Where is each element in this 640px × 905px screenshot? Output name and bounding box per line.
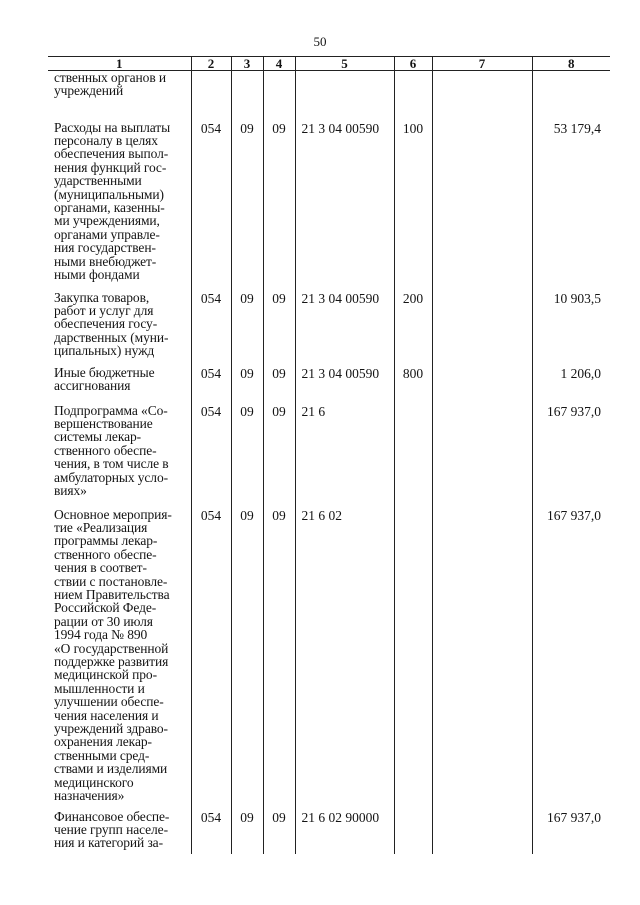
section-code	[231, 71, 263, 121]
row-name-cell	[48, 71, 191, 121]
table-row	[48, 291, 610, 366]
amount-value	[532, 71, 610, 121]
column-header-6: 6	[394, 57, 432, 71]
table-row	[48, 366, 610, 404]
amount-value: 53 179,4	[532, 121, 610, 291]
subsection-code: 09	[263, 121, 295, 291]
column-7-value	[432, 404, 532, 508]
expense-type-code: 100	[394, 121, 432, 291]
expense-type-code	[394, 508, 432, 810]
column-header-1: 1	[48, 57, 191, 71]
column-header-5: 5	[295, 57, 394, 71]
row-name-cell	[48, 810, 191, 854]
table-row	[48, 121, 610, 291]
section-code: 09	[231, 121, 263, 291]
table-row	[48, 404, 610, 508]
subsection-code: 09	[263, 810, 295, 854]
amount-value: 10 903,5	[532, 291, 610, 366]
row-name-cell	[48, 404, 191, 508]
column-header-3: 3	[231, 57, 263, 71]
row-name: Иные бюджетные ассигнования	[54, 364, 155, 393]
page-number: 50	[313, 34, 327, 49]
column-7-value	[432, 71, 532, 121]
subsection-code: 09	[263, 404, 295, 508]
admin-code: 054	[191, 404, 231, 508]
target-article-code: 21 3 04 00590	[295, 121, 394, 291]
subsection-code	[263, 71, 295, 121]
expense-type-code: 200	[394, 291, 432, 366]
amount-value: 167 937,0	[532, 508, 610, 810]
amount-value: 167 937,0	[532, 404, 610, 508]
expense-type-code	[394, 71, 432, 121]
row-name: Расходы на выплаты персоналу в целях обеспечения выпол- нения функций гос- ударственными (муниципальными) органами, казенны- ми учреждениями, органами управле- ния государствен- ными внебюджет- ными фондами	[54, 119, 171, 282]
row-name-cell	[48, 121, 191, 291]
admin-code: 054	[191, 366, 231, 404]
target-article-code: 21 6 02 90000	[295, 810, 394, 854]
subsection-code: 09	[263, 291, 295, 366]
admin-code: 054	[191, 508, 231, 810]
section-code: 09	[231, 508, 263, 810]
table-row	[48, 508, 610, 810]
section-code: 09	[231, 810, 263, 854]
amount-value: 167 937,0	[532, 810, 610, 854]
admin-code: 054	[191, 810, 231, 854]
column-header-7: 7	[432, 57, 532, 71]
section-code: 09	[231, 404, 263, 508]
column-7-value	[432, 810, 532, 854]
column-7-value	[432, 121, 532, 291]
column-7-value	[432, 366, 532, 404]
target-article-code: 21 6	[295, 404, 394, 508]
column-7-value	[432, 508, 532, 810]
row-name-cell	[48, 291, 191, 366]
budget-table	[48, 56, 610, 854]
row-name-cell	[48, 508, 191, 810]
section-code: 09	[231, 291, 263, 366]
admin-code: 054	[191, 121, 231, 291]
expense-type-code: 800	[394, 366, 432, 404]
column-header-8: 8	[532, 57, 610, 71]
row-name: Подпрограмма «Со- вершенствование системы лекар- ственного обеспе- чения, в том числе в амбулаторных усло- виях»	[54, 402, 169, 498]
table-header-row	[48, 57, 610, 71]
target-article-code	[295, 71, 394, 121]
column-header-4: 4	[263, 57, 295, 71]
row-name-cell	[48, 366, 191, 404]
row-name: Закупка товаров, работ и услуг для обеспечения госу- дарственных (муни- ципальных) нужд	[54, 289, 169, 359]
subsection-code: 09	[263, 366, 295, 404]
subsection-code: 09	[263, 508, 295, 810]
expense-type-code	[394, 810, 432, 854]
table-row	[48, 810, 610, 854]
admin-code: 054	[191, 291, 231, 366]
target-article-code: 21 6 02	[295, 508, 394, 810]
section-code: 09	[231, 366, 263, 404]
column-7-value	[432, 291, 532, 366]
amount-value: 1 206,0	[532, 366, 610, 404]
table-row	[48, 71, 610, 121]
row-name: Основное мероприя- тие «Реализация программы лекар- ственного обеспе- чения в соответ- ствии с постановле- нием Правительства Российской Феде- рации от 30 июля 1994 года № 890 «О государственной поддержке развития медицинской про- мышленности и улучшении обеспе- чения населения и учреждений здраво- охранения лекар- ственными сред- ствами и изделиями медицинского назначения»	[54, 506, 172, 804]
target-article-code: 21 3 04 00590	[295, 291, 394, 366]
column-header-2: 2	[191, 57, 231, 71]
admin-code	[191, 71, 231, 121]
row-name: Финансовое обеспе- чение групп населе- ния и категорий за-	[54, 808, 170, 851]
expense-type-code	[394, 404, 432, 508]
target-article-code: 21 3 04 00590	[295, 366, 394, 404]
row-name: ственных органов и учреждений	[54, 70, 167, 99]
